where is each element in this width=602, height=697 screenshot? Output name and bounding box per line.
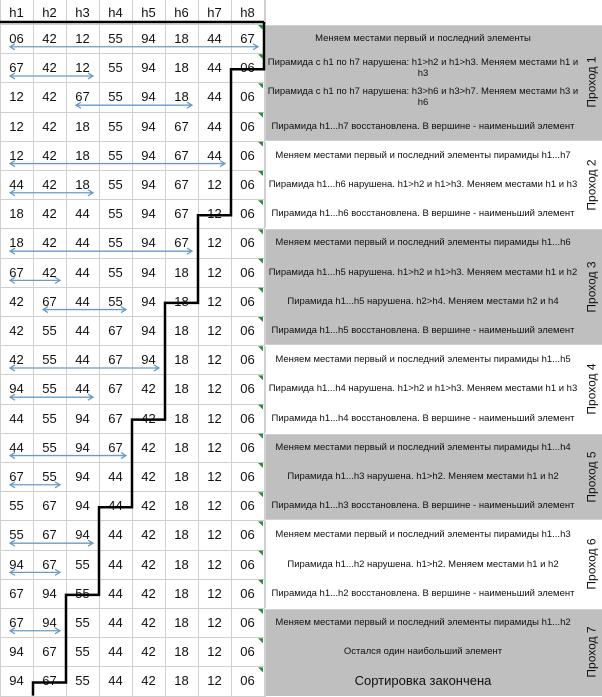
table-cell: 06 (240, 585, 255, 601)
table-cell: 94 (42, 615, 57, 631)
table-cell: 42 (141, 381, 156, 397)
table-cell: 44 (75, 381, 90, 397)
table-cell: 67 (174, 235, 189, 251)
column-header-h3: h3 (75, 4, 90, 20)
step-explanation: Пирамида h1...h6 нарушена. h1>h2 и h1>h3. Меняем местами h1 и h3 (268, 179, 578, 191)
column-header-h8: h8 (240, 4, 255, 20)
table-cell: 42 (9, 323, 24, 339)
table-cell: 55 (75, 644, 90, 660)
table-cell: 06 (240, 556, 255, 572)
table-cell: 42 (42, 31, 57, 47)
cell-comment-marker (258, 492, 263, 497)
table-cell: 12 (207, 585, 222, 601)
step-explanation: Пирамида h1...h4 восстановлена. В вершине - наименьший элемент (271, 412, 575, 424)
step-explanation: Меняем местами первый и последний элементы пирамиды h1...h5 (275, 354, 571, 366)
table-cell: 44 (207, 147, 222, 163)
table-cell: 94 (9, 673, 24, 689)
table-cell: 12 (75, 60, 90, 76)
step-explanation: Остался один наибольший элемент (265, 637, 581, 666)
table-cell: 67 (108, 352, 123, 368)
step-explanation: Пирамида h1...h5 нарушена. h2>h4. Меняем местами h2 и h4 (265, 287, 581, 316)
table-cell: 06 (240, 352, 255, 368)
table-cell: 55 (42, 410, 57, 426)
table-cell: 12 (207, 381, 222, 397)
table-cell: 55 (108, 293, 123, 309)
cell-comment-marker (258, 463, 263, 468)
table-cell: 12 (207, 264, 222, 280)
table-cell: 67 (9, 264, 24, 280)
table-cell: 06 (240, 439, 255, 455)
table-cell: 94 (9, 556, 24, 572)
table-cell: 55 (108, 264, 123, 280)
table-cell: 67 (9, 615, 24, 631)
table-cell: 55 (108, 31, 123, 47)
table-cell: 12 (207, 439, 222, 455)
table-cell: 44 (207, 89, 222, 105)
swap-arrow (10, 44, 258, 50)
table-cell: 06 (240, 118, 255, 134)
cell-comment-marker (258, 521, 263, 526)
table-cell: 42 (9, 293, 24, 309)
table-cell: 18 (174, 381, 189, 397)
table-cell: 94 (9, 381, 24, 397)
table-cell: 12 (207, 673, 222, 689)
table-cell: 67 (240, 31, 255, 47)
table-cell: 18 (174, 60, 189, 76)
table-cell: 18 (174, 498, 189, 514)
table-cell: 12 (207, 615, 222, 631)
column-header-h4: h4 (108, 4, 123, 20)
table-cell: 67 (108, 410, 123, 426)
table-cell: 06 (9, 31, 24, 47)
step-explanation: Меняем местами первый и последний элементы пирамиды h1...h3 (275, 529, 571, 541)
cell-comment-marker (258, 551, 263, 556)
table-cell: 55 (9, 498, 24, 514)
table-cell: 42 (42, 118, 57, 134)
table-cell: 94 (75, 498, 90, 514)
table-cell: 55 (75, 673, 90, 689)
table-cell: 06 (240, 644, 255, 660)
pass-label: Проход 4 (584, 363, 599, 415)
table-cell: 94 (141, 177, 156, 193)
cell-comment-marker (258, 405, 263, 410)
table-cell: 44 (75, 323, 90, 339)
table-cell: 42 (141, 527, 156, 543)
cell-comment-marker (258, 54, 263, 59)
table-cell: 44 (108, 498, 123, 514)
table-cell: 44 (108, 615, 123, 631)
table-cell: 94 (141, 31, 156, 47)
table-cell: 55 (108, 60, 123, 76)
table-cell: 12 (9, 118, 24, 134)
step-explanation: Пирамида h1...h3 нарушена. h1>h2. Меняем местами h1 и h2 (265, 462, 581, 491)
table-cell: 06 (240, 235, 255, 251)
table-cell: 67 (9, 60, 24, 76)
table-cell: 67 (174, 206, 189, 222)
pass-label: Проход 7 (584, 626, 599, 678)
table-cell: 18 (174, 352, 189, 368)
table-cell: 12 (207, 527, 222, 543)
step-explanation: Меняем местами первый и последний элементы (265, 24, 581, 53)
cell-comment-marker (258, 83, 263, 88)
table-cell: 44 (75, 206, 90, 222)
table-cell: 12 (207, 498, 222, 514)
table-cell: 44 (108, 469, 123, 485)
table-cell: 06 (240, 147, 255, 163)
table-cell: 44 (75, 293, 90, 309)
table-cell: 94 (141, 264, 156, 280)
table-cell: 18 (174, 469, 189, 485)
cell-comment-marker (258, 609, 263, 614)
table-cell: 44 (75, 264, 90, 280)
table-cell: 55 (108, 235, 123, 251)
table-cell: 12 (207, 644, 222, 660)
column-header-h6: h6 (174, 4, 189, 20)
swap-arrow (10, 277, 60, 283)
sorted-region-boundary (33, 22, 264, 696)
table-cell: 12 (207, 235, 222, 251)
cell-comment-marker (258, 200, 263, 205)
table-cell: 06 (240, 673, 255, 689)
step-explanation: Пирамида с h1 по h7 нарушена: h3>h6 и h3>h7. Меняем местами h3 и h6 (265, 82, 581, 111)
cell-comment-marker (258, 317, 263, 322)
step-explanation: Пирамида h1...h4 нарушена. h1>h2 и h1>h3. Меняем местами h1 и h3 (268, 383, 578, 395)
table-cell: 94 (75, 469, 90, 485)
table-cell: 94 (141, 352, 156, 368)
table-cell: 67 (42, 293, 57, 309)
table-cell: 18 (174, 323, 189, 339)
step-explanation: Меняем местами первый и последний элементы пирамиды h1...h6 (265, 228, 581, 257)
table-cell: 18 (174, 556, 189, 572)
table-cell: 06 (240, 527, 255, 543)
table-cell: 42 (141, 556, 156, 572)
table-cell: 12 (207, 556, 222, 572)
table-cell: 42 (42, 177, 57, 193)
table-cell: 94 (75, 527, 90, 543)
table-cell: 06 (240, 89, 255, 105)
table-cell: 94 (141, 235, 156, 251)
sort-finished-label: Сортировка закончена (265, 666, 581, 695)
table-cell: 42 (141, 673, 156, 689)
table-cell: 94 (141, 206, 156, 222)
table-cell: 55 (75, 615, 90, 631)
pass-label: Проход 5 (584, 451, 599, 503)
table-cell: 06 (240, 469, 255, 485)
table-cell: 67 (42, 498, 57, 514)
table-cell: 06 (240, 60, 255, 76)
table-cell: 67 (108, 323, 123, 339)
table-cell: 42 (141, 439, 156, 455)
table-cell: 67 (42, 556, 57, 572)
table-cell: 55 (42, 469, 57, 485)
table-cell: 67 (174, 118, 189, 134)
table-cell: 55 (9, 527, 24, 543)
step-explanation: Пирамида h1...h2 нарушена. h1>h2. Меняем местами h1 и h2 (287, 558, 559, 570)
table-cell: 42 (42, 147, 57, 163)
table-cell: 67 (42, 527, 57, 543)
table-cell: 67 (42, 644, 57, 660)
swap-arrow (76, 102, 192, 108)
table-cell: 44 (108, 644, 123, 660)
table-cell: 94 (9, 644, 24, 660)
table-cell: 55 (42, 352, 57, 368)
cell-comment-marker (258, 229, 263, 234)
table-cell: 18 (174, 673, 189, 689)
table-cell: 44 (108, 556, 123, 572)
table-cell: 44 (75, 352, 90, 368)
step-explanation: Пирамида h1...h2 восстановлена. В вершине - наименьший элемент (271, 587, 575, 599)
table-cell: 18 (174, 615, 189, 631)
table-cell: 42 (141, 644, 156, 660)
step-explanation: Меняем местами первый и последний элементы пирамиды h1...h4 (265, 433, 581, 462)
step-explanation: Меняем местами первый и последний элементы пирамиды h1...h2 (265, 608, 581, 637)
table-cell: 67 (174, 177, 189, 193)
table-cell: 12 (9, 89, 24, 105)
table-cell: 06 (240, 323, 255, 339)
table-cell: 42 (141, 615, 156, 631)
table-cell: 94 (141, 118, 156, 134)
table-cell: 06 (240, 381, 255, 397)
table-cell: 94 (141, 89, 156, 105)
table-cell: 18 (174, 264, 189, 280)
column-header-h1: h1 (9, 4, 24, 20)
table-cell: 55 (42, 381, 57, 397)
table-cell: 06 (240, 498, 255, 514)
swap-arrow (10, 365, 159, 371)
table-cell: 18 (174, 31, 189, 47)
table-cell: 94 (141, 323, 156, 339)
table-cell: 44 (9, 177, 24, 193)
table-cell: 55 (108, 206, 123, 222)
column-header-h7: h7 (207, 4, 222, 20)
cell-comment-marker (258, 259, 263, 264)
swap-arrow (10, 453, 126, 459)
table-cell: 67 (108, 439, 123, 455)
step-explanation: Меняем местами первый и последний элементы пирамиды h1...h7 (275, 149, 571, 161)
table-cell: 42 (42, 89, 57, 105)
table-cell: 12 (207, 206, 222, 222)
table-cell: 94 (75, 439, 90, 455)
column-header-h2: h2 (42, 4, 57, 20)
swap-arrow (10, 482, 60, 488)
pass-label: Проход 1 (584, 56, 599, 108)
table-cell: 42 (141, 469, 156, 485)
table-cell: 18 (75, 177, 90, 193)
swap-arrow (10, 540, 93, 546)
table-cell: 12 (207, 469, 222, 485)
table-cell: 12 (9, 147, 24, 163)
pass-label: Проход 2 (584, 159, 599, 211)
step-explanation: Пирамида h1...h3 восстановлена. В вершине - наименьший элемент (265, 491, 581, 520)
table-cell: 44 (108, 527, 123, 543)
table-cell: 94 (141, 60, 156, 76)
table-cell: 55 (75, 585, 90, 601)
column-header-h5: h5 (141, 4, 156, 20)
table-cell: 18 (174, 527, 189, 543)
table-cell: 94 (75, 410, 90, 426)
table-cell: 67 (42, 673, 57, 689)
table-cell: 18 (75, 147, 90, 163)
swap-arrow (10, 190, 93, 196)
table-cell: 18 (174, 439, 189, 455)
table-cell: 12 (207, 352, 222, 368)
table-cell: 94 (141, 147, 156, 163)
table-cell: 12 (207, 293, 222, 309)
table-cell: 55 (108, 147, 123, 163)
table-cell: 06 (240, 410, 255, 426)
table-cell: 55 (42, 439, 57, 455)
table-cell: 94 (42, 585, 57, 601)
swap-arrow (10, 628, 60, 634)
table-cell: 18 (174, 585, 189, 601)
table-cell: 18 (9, 206, 24, 222)
table-cell: 42 (42, 60, 57, 76)
cell-comment-marker (258, 288, 263, 293)
table-cell: 18 (174, 644, 189, 660)
cell-comment-marker (258, 434, 263, 439)
table-cell: 94 (141, 293, 156, 309)
table-cell: 55 (75, 556, 90, 572)
table-cell: 55 (108, 118, 123, 134)
table-cell: 06 (240, 177, 255, 193)
step-explanation: Пирамида h1...h5 нарушена. h1>h2 и h1>h3. Меняем местами h1 и h2 (265, 258, 581, 287)
table-cell: 44 (9, 410, 24, 426)
table-cell: 42 (42, 206, 57, 222)
table-cell: 55 (108, 89, 123, 105)
pass-label: Проход 3 (584, 261, 599, 313)
table-cell: 44 (108, 585, 123, 601)
cell-comment-marker (258, 638, 263, 643)
table-cell: 67 (108, 381, 123, 397)
cell-comment-marker (258, 580, 263, 585)
table-cell: 67 (9, 469, 24, 485)
swap-arrow (10, 73, 93, 79)
table-cell: 67 (75, 89, 90, 105)
cell-comment-marker (258, 142, 263, 147)
step-explanation: Пирамида h1...h7 восстановлена. В вершине - наименьший элемент (265, 112, 581, 141)
table-cell: 12 (207, 410, 222, 426)
table-cell: 67 (174, 147, 189, 163)
step-explanation: Пирамида h1...h6 восстановлена. В вершине - наименьший элемент (271, 208, 575, 220)
table-cell: 44 (207, 60, 222, 76)
table-cell: 42 (141, 498, 156, 514)
cell-comment-marker (258, 171, 263, 176)
cell-comment-marker (258, 113, 263, 118)
cell-comment-marker (258, 25, 263, 30)
table-cell: 42 (42, 264, 57, 280)
table-cell: 12 (207, 177, 222, 193)
step-explanation: Пирамида с h1 по h7 нарушена: h1>h2 и h1>h3. Меняем местами h1 и h3 (265, 53, 581, 82)
table-cell: 12 (75, 31, 90, 47)
pass-label: Проход 6 (584, 538, 599, 590)
table-cell: 44 (9, 439, 24, 455)
table-cell: 67 (9, 585, 24, 601)
table-cell: 44 (108, 673, 123, 689)
table-cell: 42 (9, 352, 24, 368)
table-cell: 12 (207, 323, 222, 339)
table-cell: 42 (42, 235, 57, 251)
table-cell: 55 (42, 323, 57, 339)
swap-arrow (10, 248, 192, 254)
table-cell: 44 (207, 118, 222, 134)
table-cell: 06 (240, 206, 255, 222)
table-cell: 18 (174, 89, 189, 105)
swap-arrow (43, 307, 126, 313)
table-cell: 06 (240, 293, 255, 309)
table-cell: 42 (141, 410, 156, 426)
table-cell: 18 (174, 293, 189, 309)
table-cell: 06 (240, 264, 255, 280)
table-cell: 18 (9, 235, 24, 251)
table-cell: 55 (108, 177, 123, 193)
table-cell: 18 (174, 410, 189, 426)
table-cell: 18 (75, 118, 90, 134)
cell-comment-marker (258, 667, 263, 672)
table-cell: 44 (75, 235, 90, 251)
swap-arrow (10, 569, 60, 575)
step-explanation: Пирамида h1...h5 восстановлена. В вершине - наименьший элемент (265, 316, 581, 345)
cell-comment-marker (258, 375, 263, 380)
swap-arrow (10, 394, 93, 400)
table-cell: 42 (141, 585, 156, 601)
swap-arrow (10, 161, 225, 167)
cell-comment-marker (258, 346, 263, 351)
table-cell: 44 (207, 31, 222, 47)
table-cell: 06 (240, 615, 255, 631)
